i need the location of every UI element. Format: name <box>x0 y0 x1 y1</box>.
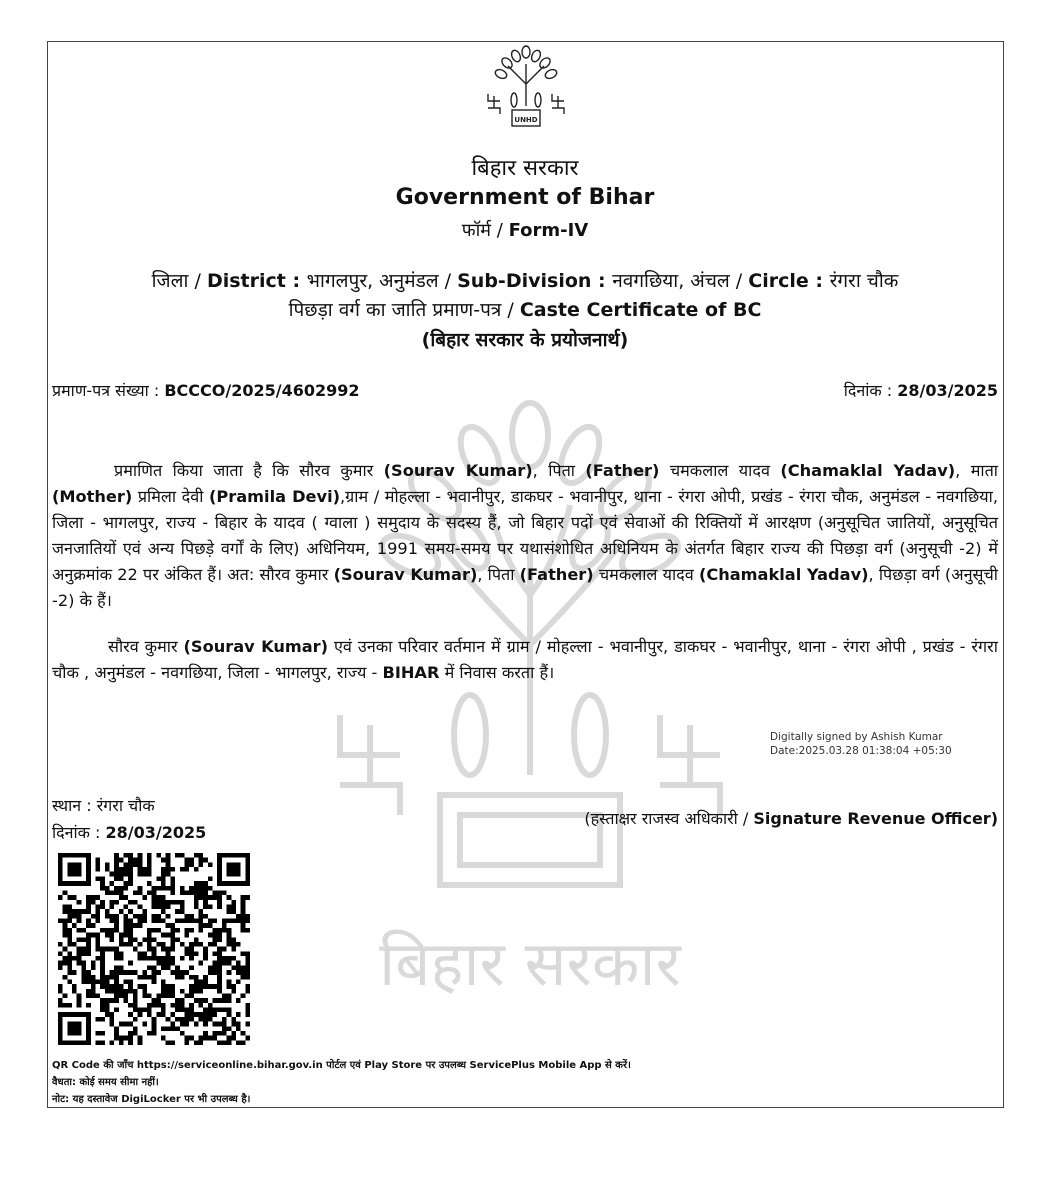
digital-signature-signer: Digitally signed by Ashish Kumar <box>770 731 943 743</box>
residence-text-segment: (Sourav Kumar) <box>183 637 329 656</box>
english-government-title: Government of Bihar <box>395 185 655 210</box>
certification-text-segment: प्रमाणित किया जाता है कि सौरव कुमार <box>114 461 384 480</box>
certification-text-segment: , पिता <box>477 565 520 584</box>
certification-text-segment: (Chamaklal Yadav) <box>780 461 956 480</box>
form-hindi: फॉर्म <box>461 220 492 241</box>
residence-text-segment: एवं उनका परिवार वर्तमान में ग्राम / मोहल्ला - भवानीपुर, डाकघर - भवानीपुर, थाना - रंगरा ओपी , प्रखंड - रंगरा चौक , अनुमंडल - नवगछिया, जिला - भागलपुर, राज्य - <box>52 637 998 682</box>
certification-text-segment: चमकलाल यादव <box>659 461 781 480</box>
location-line-segment: जिला / <box>151 270 207 292</box>
location-line-segment: रंगरा चौक <box>829 270 899 292</box>
form-english: Form-IV <box>508 220 589 241</box>
residence-text-segment: BIHAR <box>382 663 440 682</box>
issue-date-field <box>52 821 206 843</box>
certificate-date-label: दिनांक : <box>843 381 898 400</box>
certification-text-segment: ,ग्राम / मोहल्ला - भवानीपुर, डाकघर - भवानीपुर, थाना - रंगरा ओपी, प्रखंड - रंगरा चौक, अनुमंडल - नवगछिया, जिला - भागलपुर, राज्य - बिहार के यादव ( ग्वाला ) समुदाय के सदस्य हैं, जो बिहार पदों एवं सेवाओं की रिक्तियों में आरक्षण (अनुसूचित जातियों, अनुसूचित जनजातियों एवं अन्य पिछड़े वर्गों के लिए) अधिनियम, 1991 समय-समय पर यथासंशोधित अधिनियम के अंतर्गत बिहार राज्य की पिछड़ा वर्ग (अनुसूची -2) में अनुक्रमांक 22 पर अंकित हैं। अत: सौरव कुमार <box>52 487 998 584</box>
place-label: स्थान : <box>52 796 97 815</box>
cert-title-hindi: पिछड़ा वर्ग का जाति प्रमाण-पत्र / <box>288 299 520 321</box>
footer-validity-note: वैधता: कोई समय सीमा नहीं। <box>52 1077 159 1088</box>
residence-text-segment: सौरव कुमार <box>108 637 184 656</box>
certification-text-segment: (Pramila Devi) <box>209 487 341 506</box>
certificate-date <box>844 379 998 401</box>
residence-text-segment: में निवास करता हैं। <box>439 663 555 682</box>
place-value: रंगरा चौक <box>96 796 155 815</box>
digital-signature-date: Date:2025.03.28 01:38:04 +05:30 <box>770 745 952 757</box>
certification-text-segment: (Mother) <box>52 487 133 506</box>
footer-digilocker-note: नोट: यह दस्तावेज DigiLocker पर भी उपलब्ध है। <box>52 1094 251 1105</box>
certification-text-segment: , माता <box>955 461 998 480</box>
signature-english: Signature Revenue Officer) <box>753 809 998 828</box>
certification-text-segment: (Chamaklal Yadav) <box>698 565 869 584</box>
svg-text:बिहार सरकार: बिहार सरकार <box>379 927 681 1000</box>
location-line-segment: Circle : <box>748 270 830 292</box>
signature-hindi: (हस्ताक्षर राजस्व अधिकारी / <box>584 809 754 828</box>
certificate-date-value: 28/03/2025 <box>897 381 998 400</box>
footer-qr-verification-note: QR Code की जाँच https://serviceonline.bihar.gov.in पोर्टल एवं Play Store पर उपलब्ध ServicePlus Mobile App से करें। <box>52 1060 631 1071</box>
certification-text-segment: प्रमिला देवी <box>132 487 209 506</box>
certification-text-segment: (Father) <box>585 461 660 480</box>
certificate-purpose: (बिहार सरकार के प्रयोजनार्थ) <box>421 329 629 351</box>
qr-code <box>58 853 250 1045</box>
location-line-segment: Sub-Division : <box>457 270 613 292</box>
cert-title-english: Caste Certificate of BC <box>519 299 762 321</box>
certification-text-segment: (Father) <box>519 565 594 584</box>
location-line-segment: District : <box>206 270 307 292</box>
bihar-emblem-logo <box>484 44 568 132</box>
certification-text-segment: चमकलाल यादव <box>593 565 699 584</box>
digital-signature-block <box>770 730 952 758</box>
location-line-segment: नवगछिया, अंचल / <box>612 270 749 292</box>
place-field <box>52 794 155 816</box>
location-line <box>50 267 1000 293</box>
issue-date-label: दिनांक : <box>52 823 106 842</box>
certificate-number: BCCCO/2025/4602992 <box>164 381 360 400</box>
residence-paragraph <box>52 634 998 686</box>
certification-text-segment: (Sourav Kumar) <box>383 461 533 480</box>
location-line-segment: भागलपुर, अनुमंडल / <box>306 270 458 292</box>
issue-date-value: 28/03/2025 <box>105 823 207 842</box>
form-separator: / <box>491 220 509 241</box>
certification-text-segment: , पिछड़ा वर्ग (अनुसूची -2) के हैं। <box>52 565 998 610</box>
hindi-government-title: बिहार सरकार <box>471 156 579 181</box>
certification-text-segment: , पिता <box>532 461 586 480</box>
certificate-number-label: प्रमाण-पत्र संख्या : <box>52 381 165 400</box>
signature-line <box>584 807 998 829</box>
certification-paragraph <box>52 458 998 614</box>
svg-text:UNHD: UNHD <box>514 116 538 124</box>
certificate-number-row <box>52 379 998 401</box>
certificate-title <box>50 296 1000 322</box>
form-number <box>50 218 1000 242</box>
certification-text-segment: (Sourav Kumar) <box>333 565 478 584</box>
